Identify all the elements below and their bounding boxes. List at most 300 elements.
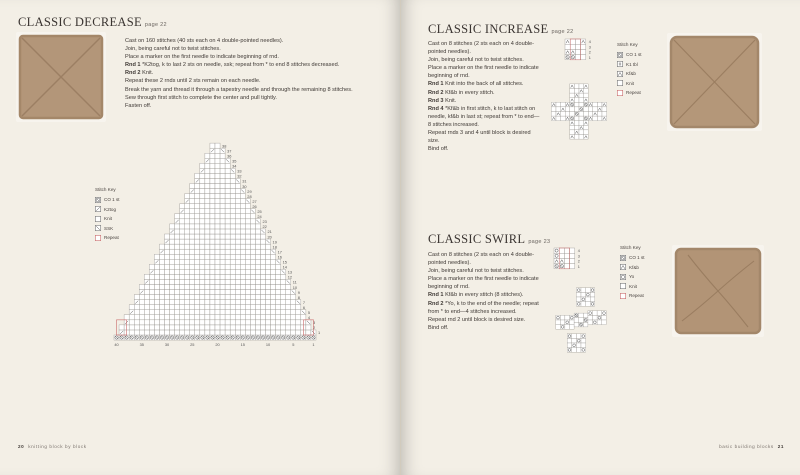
chart-cell <box>235 249 240 254</box>
chart-cell <box>200 274 205 279</box>
section-title-text: CLASSIC INCREASE <box>428 22 549 36</box>
chart-cell <box>159 290 164 295</box>
chart-cell <box>210 279 215 284</box>
chart-cell <box>185 259 190 264</box>
chart-cell <box>149 310 154 315</box>
chart-cell <box>570 253 575 258</box>
chart-cell <box>240 269 245 274</box>
key-label: Repeat <box>104 235 119 241</box>
chart-cell <box>260 244 265 249</box>
chart-cell <box>190 209 195 214</box>
chart-cell <box>175 285 180 290</box>
chart-cell <box>250 234 255 239</box>
swirl-key-item <box>620 291 645 301</box>
chart-cell <box>190 310 195 315</box>
chart-cell <box>266 310 271 315</box>
chart-cell <box>235 244 240 249</box>
chart-cell <box>225 300 230 305</box>
chart-col-label: 35 <box>139 342 144 348</box>
chart-cell <box>139 285 144 290</box>
chart-cell <box>149 305 154 310</box>
chart-cell <box>240 219 245 224</box>
chart-cell <box>235 224 240 229</box>
chart-cell <box>210 244 215 249</box>
chart-cell <box>210 249 215 254</box>
instruction-text: Place a marker on the first needle to indicate beginning of rnd. <box>428 65 539 80</box>
chart-cell <box>565 112 570 117</box>
chart-cell <box>266 290 271 295</box>
chart-cell <box>260 264 265 269</box>
chart-cell <box>210 224 215 229</box>
chart-cell <box>185 274 190 279</box>
chart-cell <box>575 44 580 49</box>
chart-cell <box>581 44 586 49</box>
chart-cell <box>205 229 210 234</box>
chart-cell <box>245 269 250 274</box>
chart-cell <box>255 264 260 269</box>
chart-cell <box>180 224 185 229</box>
chart-cell <box>286 295 291 300</box>
chart-cell <box>205 305 210 310</box>
chart-cell <box>260 274 265 279</box>
chart-cell <box>570 107 575 112</box>
chart-cell <box>554 248 559 253</box>
chart-cell <box>210 219 215 224</box>
chart-cell <box>581 49 586 54</box>
chart-cell <box>195 199 200 204</box>
chart-cell <box>276 320 281 325</box>
chart-cell <box>271 290 276 295</box>
chart-cell <box>245 239 250 244</box>
chart-cell <box>139 320 144 325</box>
chart-cell <box>200 290 205 295</box>
chart-cell <box>180 269 185 274</box>
chart-cell <box>281 290 286 295</box>
chart-cell <box>225 239 230 244</box>
chart-cell <box>266 320 271 325</box>
chart-cell <box>144 310 149 315</box>
chart-cell <box>215 300 220 305</box>
chart-cell <box>185 285 190 290</box>
chart-cell <box>245 234 250 239</box>
chart-cell <box>215 315 220 320</box>
chart-cell <box>139 300 144 305</box>
chart-cell <box>134 295 139 300</box>
chart-cell <box>134 310 139 315</box>
chart-cell <box>159 320 164 325</box>
chart-cell <box>165 320 170 325</box>
chart-cell <box>205 315 210 320</box>
swirl-instruction-line <box>428 251 540 267</box>
chart-cell <box>240 274 245 279</box>
chart-cell <box>195 244 200 249</box>
chart-cell <box>220 204 225 209</box>
chart-cell <box>190 285 195 290</box>
chart-cell <box>195 204 200 209</box>
chart-cell <box>570 125 575 130</box>
chart-cell <box>574 318 579 323</box>
chart-cell <box>165 295 170 300</box>
chart-cell <box>276 274 281 279</box>
chart-cell <box>225 279 230 284</box>
chart-cell <box>190 300 195 305</box>
chart-cell <box>291 310 296 315</box>
chart-cell <box>220 199 225 204</box>
chart-cell <box>230 229 235 234</box>
chart-cell <box>286 290 291 295</box>
chart-cell <box>185 194 190 199</box>
knit-symbol-icon <box>620 283 626 289</box>
chart-cell <box>281 295 286 300</box>
chart-cell <box>210 269 215 274</box>
chart-cell <box>281 274 286 279</box>
chart-cell <box>200 254 205 259</box>
swirl-swatch-photo <box>672 245 764 337</box>
chart-cell <box>255 290 260 295</box>
chart-cell <box>225 290 230 295</box>
chart-row-label: 28 <box>247 193 252 199</box>
chart-cell <box>235 300 240 305</box>
instruction-text: Join, being careful not to twist stitches. <box>428 268 524 275</box>
chart-cell <box>271 310 276 315</box>
chart-cell <box>230 239 235 244</box>
chart-cell <box>149 300 154 305</box>
chart-cell <box>230 194 235 199</box>
chart-cell <box>281 325 286 330</box>
chart-cell <box>250 305 255 310</box>
chart-cell <box>195 295 200 300</box>
chart-cell <box>579 84 584 89</box>
chart-cell <box>149 325 154 330</box>
chart-cell <box>260 310 265 315</box>
chart-cell <box>195 279 200 284</box>
chart-cell <box>271 300 276 305</box>
chart-cell <box>225 254 230 259</box>
chart-cell <box>579 130 584 135</box>
chart-cell <box>154 254 159 259</box>
chart-cell <box>210 300 215 305</box>
chart-cell <box>220 325 225 330</box>
chart-cell <box>200 315 205 320</box>
chart-cell <box>190 249 195 254</box>
chart-cell <box>266 249 271 254</box>
chart-cell <box>276 279 281 284</box>
chart-cell <box>579 116 584 121</box>
key-label: Yo <box>629 274 635 280</box>
chart-cell <box>220 310 225 315</box>
chart-cell <box>154 320 159 325</box>
chart-cell <box>200 209 205 214</box>
chart-col-label: 30 <box>164 342 170 348</box>
chart-cell <box>220 254 225 259</box>
chart-cell <box>235 199 240 204</box>
chart-cell <box>165 234 170 239</box>
chart-cell <box>180 310 185 315</box>
chart-cell <box>291 325 296 330</box>
chart-cell <box>144 330 149 335</box>
increase-key-item <box>617 60 642 70</box>
chart-cell <box>271 285 276 290</box>
chart-cell <box>245 330 250 335</box>
chart-cell <box>215 214 220 219</box>
chart-cell <box>584 130 589 135</box>
chart-cell <box>215 163 220 168</box>
chart-row-label: 24 <box>257 214 262 220</box>
chart-cell <box>139 295 144 300</box>
chart-cell <box>230 219 235 224</box>
chart-cell <box>554 253 559 258</box>
chart-cell <box>230 330 235 335</box>
chart-cell <box>584 89 589 94</box>
chart-cell <box>170 234 175 239</box>
chart-row-label: 19 <box>272 239 277 245</box>
chart-cell <box>245 214 250 219</box>
chart-cell <box>235 305 240 310</box>
chart-cell <box>215 285 220 290</box>
chart-cell <box>195 259 200 264</box>
chart-cell <box>235 204 240 209</box>
chart-cell <box>602 315 607 320</box>
chart-cell <box>215 239 220 244</box>
chart-cell <box>230 274 235 279</box>
chart-cell <box>215 259 220 264</box>
chart-cell <box>180 239 185 244</box>
instruction-text: Knit into the back of all stitches. <box>443 81 524 88</box>
chart-cell <box>220 264 225 269</box>
chart-row-label: 11 <box>292 279 297 285</box>
chart-cell <box>185 249 190 254</box>
chart-cell <box>225 189 230 194</box>
chart-cell <box>250 269 255 274</box>
chart-row-label: 12 <box>287 274 293 280</box>
chart-cell <box>170 310 175 315</box>
chart-cell <box>556 107 561 112</box>
instruction-text: *Kf&b in first stitch, k to last stitch on needle, kf&b in last st; repeat from * to end—8 stitches increased. <box>428 105 540 128</box>
chart-cell <box>230 259 235 264</box>
chart-cell <box>245 204 250 209</box>
chart-cell <box>266 254 271 259</box>
increase-key-title: Stitch Key <box>617 42 638 47</box>
chart-row-label: 34 <box>232 163 237 169</box>
chart-cell <box>230 204 235 209</box>
chart-cell <box>581 288 586 293</box>
chart-cell <box>220 274 225 279</box>
chart-cell <box>210 163 215 168</box>
chart-row-label: 27 <box>252 198 257 204</box>
chart-cell <box>210 189 215 194</box>
chart-cell <box>240 285 245 290</box>
chart-cell <box>154 330 159 335</box>
chart-cell <box>559 253 564 258</box>
swirl-instruction-line <box>428 324 540 332</box>
decrease-instruction-line <box>125 86 365 94</box>
chart-cell <box>235 295 240 300</box>
chart-cell <box>149 274 154 279</box>
chart-cell <box>235 269 240 274</box>
chart-cell <box>570 112 575 117</box>
chart-cell <box>215 269 220 274</box>
chart-row-label: 13 <box>287 269 293 275</box>
chart-cell <box>185 300 190 305</box>
chart-cell <box>154 315 159 320</box>
chart-cell <box>230 320 235 325</box>
chart-cell <box>225 214 230 219</box>
chart-cell <box>291 295 296 300</box>
chart-cell <box>570 320 575 325</box>
chart-cell <box>185 269 190 274</box>
chart-cell <box>235 214 240 219</box>
chart-cell <box>205 184 210 189</box>
chart-cell <box>597 102 602 107</box>
chart-cell <box>255 224 260 229</box>
chart-cell <box>266 269 271 274</box>
chart-cell <box>159 330 164 335</box>
chart-cell <box>124 315 129 320</box>
chart-cell <box>180 249 185 254</box>
instruction-text: Knit. <box>140 70 154 77</box>
chart-cell <box>210 285 215 290</box>
chart-cell <box>574 102 579 107</box>
round-label: Rnd 1 <box>428 292 444 299</box>
chart-cell <box>205 279 210 284</box>
chart-cell <box>597 112 602 117</box>
chart-row-label: 2 <box>577 259 580 264</box>
chart-cell <box>220 158 225 163</box>
increase-instruction-line <box>428 64 540 80</box>
instruction-text: Knit. <box>443 97 457 104</box>
chart-cell <box>240 264 245 269</box>
chart-cell <box>255 279 260 284</box>
key-label: Knit <box>626 80 634 86</box>
swirl-key-item <box>620 282 645 292</box>
chart-cell <box>230 173 235 178</box>
chart-cell <box>602 107 607 112</box>
chart-cell <box>210 184 215 189</box>
chart-cell <box>579 135 584 140</box>
chart-cell <box>200 285 205 290</box>
swirl-key-item <box>620 272 645 282</box>
chart-cell <box>225 285 230 290</box>
chart-cell <box>175 300 180 305</box>
chart-cell <box>225 219 230 224</box>
decrease-instruction-line <box>125 37 365 45</box>
key-label: Repeat <box>629 293 644 299</box>
chart-cell <box>225 199 230 204</box>
chart-cell <box>205 295 210 300</box>
chart-cell <box>235 274 240 279</box>
chart-cell <box>230 325 235 330</box>
chart-cell <box>235 310 240 315</box>
chart-cell <box>230 290 235 295</box>
chart-cell <box>154 295 159 300</box>
chart-cell <box>306 330 311 335</box>
chart-cell <box>574 135 579 140</box>
chart-cell <box>260 325 265 330</box>
increase-instruction-line <box>428 105 540 129</box>
chart-cell <box>215 199 220 204</box>
increase-instruction-line <box>428 56 540 64</box>
chart-row-label: 3 <box>588 45 591 50</box>
chart-cell <box>205 178 210 183</box>
chart-cell <box>281 310 286 315</box>
chart-cell <box>260 330 265 335</box>
chart-cell <box>564 264 569 269</box>
chart-cell <box>570 44 575 49</box>
chart-cell <box>245 224 250 229</box>
chart-cell <box>139 325 144 330</box>
chart-cell <box>205 274 210 279</box>
chart-cell <box>205 300 210 305</box>
chart-cell <box>266 300 271 305</box>
chart-cell <box>190 305 195 310</box>
chart-cell <box>260 239 265 244</box>
chart-cell <box>195 239 200 244</box>
chart-cell <box>250 295 255 300</box>
chart-cell <box>296 305 301 310</box>
chart-cell <box>205 244 210 249</box>
chart-cell <box>260 285 265 290</box>
chart-cell <box>159 300 164 305</box>
instruction-text: Cast on 8 stitches (2 sts each on 4 double-pointed needles). <box>428 252 535 267</box>
chart-cell <box>190 199 195 204</box>
chart-cell <box>561 112 566 117</box>
chart-cell <box>291 320 296 325</box>
chart-row-label: 4 <box>588 40 591 45</box>
chart-cell <box>205 259 210 264</box>
chart-cell <box>185 305 190 310</box>
decrease-swatch-photo <box>16 32 106 122</box>
swirl-instruction-line <box>428 300 540 316</box>
chart-cell <box>296 320 301 325</box>
chart-cell <box>235 259 240 264</box>
chart-row-label: 35 <box>232 158 237 164</box>
chart-cell <box>565 44 570 49</box>
chart-cell <box>210 254 215 259</box>
chart-cell <box>250 244 255 249</box>
chart-cell <box>235 264 240 269</box>
chart-cell <box>200 325 205 330</box>
chart-cell <box>195 229 200 234</box>
chart-cell <box>154 310 159 315</box>
chart-cell <box>195 285 200 290</box>
chart-row-label: 7 <box>302 299 306 305</box>
chart-cell <box>255 239 260 244</box>
increase-swatch-photo <box>667 33 762 131</box>
chart-cell <box>225 264 230 269</box>
key-label: Knit <box>629 283 637 289</box>
chart-cell <box>240 330 245 335</box>
chart-cell <box>255 325 260 330</box>
chart-cell <box>225 234 230 239</box>
chart-cell <box>195 264 200 269</box>
increase-instructions <box>428 40 540 153</box>
chart-row-label: 18 <box>272 244 277 250</box>
chart-cell <box>230 209 235 214</box>
chart-cell <box>281 320 286 325</box>
decrease-instruction-line <box>125 61 365 69</box>
chart-cell <box>235 325 240 330</box>
chart-cell <box>139 315 144 320</box>
increase-instruction-line <box>428 40 540 56</box>
chart-cell <box>276 295 281 300</box>
chart-cell <box>190 219 195 224</box>
chart-cell <box>190 254 195 259</box>
chart-cell <box>220 219 225 224</box>
chart-cell <box>255 244 260 249</box>
chart-cell <box>170 224 175 229</box>
chart-cell <box>220 163 225 168</box>
chart-cell <box>250 325 255 330</box>
